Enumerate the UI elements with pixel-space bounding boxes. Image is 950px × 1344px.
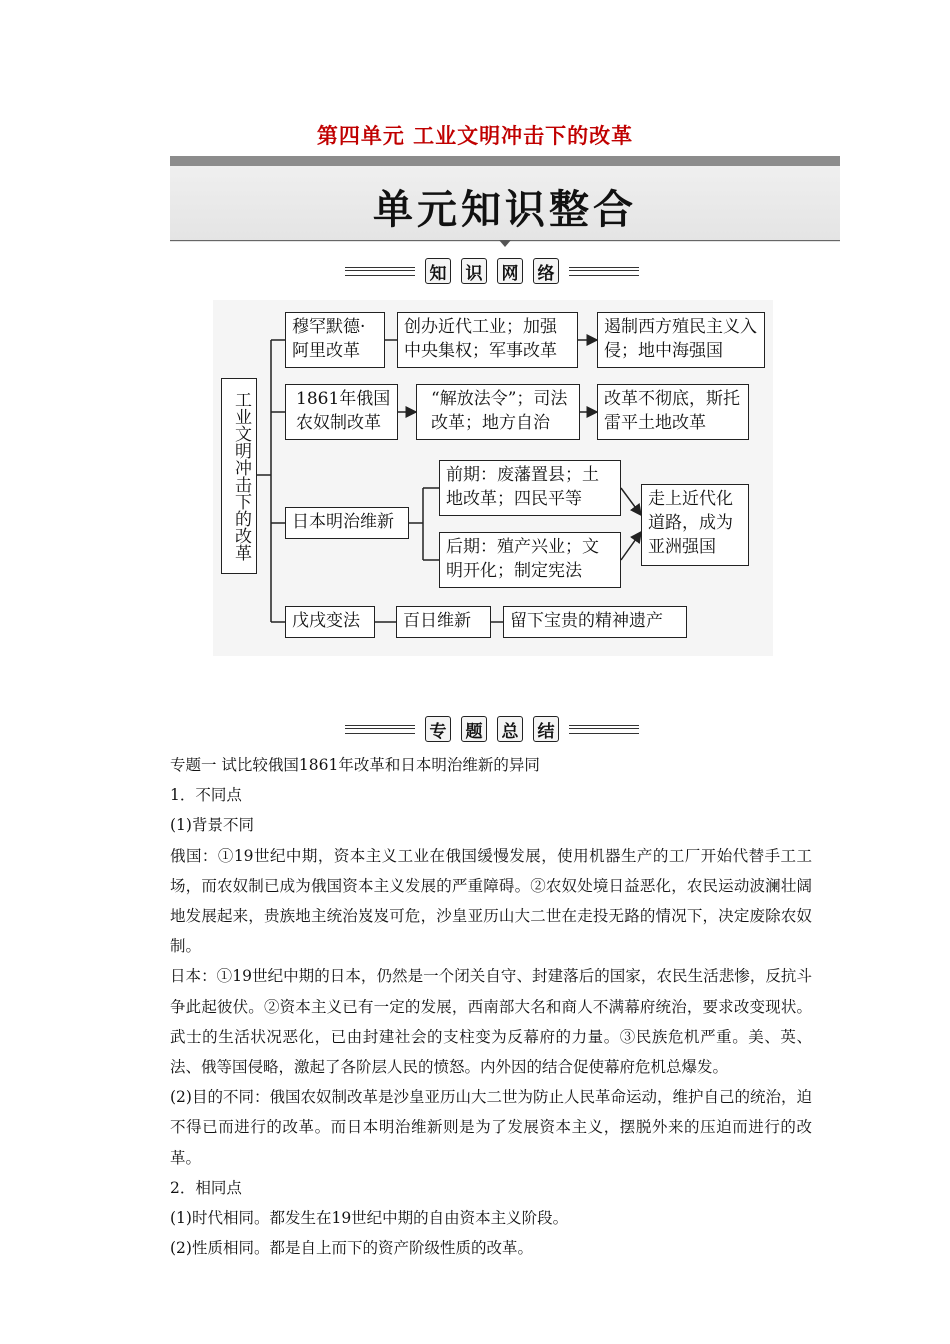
- row1-result: 遏制西方殖民主义入侵；地中海强国: [597, 312, 765, 368]
- section-char: 络: [533, 258, 559, 284]
- section-char: 专: [425, 716, 451, 742]
- paragraph: 2．相同点: [170, 1178, 242, 1197]
- paragraph: [170, 961, 812, 1082]
- paragraph: (2)性质相同。都是自上而下的资产阶级性质的改革。: [170, 1239, 533, 1258]
- row2-name: 1861年俄国农奴制改革: [285, 384, 398, 440]
- paragraph-text: 俄国：①19世纪中期，资本主义工业在俄国缓慢发展，使用机器生产的工厂开始代替手工工场，而农奴制已成为俄国资本主义发展的严重障碍。②农奴处境日益恶化，农民运动波澜壮阔地发展起来，贵族地主统治岌岌可危，沙皇亚历山大二世在走投无路的情况下，决定废除农奴制。: [170, 846, 812, 956]
- decorative-lines: [569, 725, 639, 734]
- unit-title: 第四单元 工业文明冲击下的改革: [316, 124, 634, 148]
- section-char: 题: [461, 716, 487, 742]
- row3-name: 日本明治维新: [285, 507, 409, 539]
- paragraph: [170, 1082, 812, 1173]
- banner-title: 单元知识整合: [373, 187, 637, 233]
- knowledge-diagram: [213, 300, 773, 656]
- paragraph-text: (2)目的不同：俄国农奴制改革是沙皇亚历山大二世为防止人民革命运动，维护自己的统治，迫不得已而进行的改革。而日本明治维新则是为了发展资本主义，摆脱外来的压迫而进行的改革。: [170, 1088, 812, 1167]
- row3-result: 走上近代化道路，成为亚洲强国: [641, 484, 749, 566]
- summary-body: [170, 750, 812, 1263]
- decorative-lines: [569, 267, 639, 276]
- section-char: 识: [461, 258, 487, 284]
- diagram-root: 工业文明冲击下的改革: [221, 378, 257, 574]
- paragraph: (1)时代相同。都发生在19世纪中期的自由资本主义阶段。: [170, 1209, 569, 1228]
- paragraph-text: 日本：①19世纪中期的日本，仍然是一个闭关自守、封建落后的国家，农民生活悲惨，反抗斗争此起彼伏。②资本主义已有一定的发展，西南部大名和商人不满幕府统治，要求改变现状。武士的生活状况恶化，已由封建社会的支柱变为反幕府的力量。③民族危机严重。美、英、法、俄等国侵略，激起了各阶层人民的愤怒。内外因的结合促使幕府危机总爆发。: [170, 967, 812, 1077]
- row3-early: 前期：废藩置县；土地改革；四民平等: [439, 460, 621, 516]
- topic-heading: 专题一 试比较俄国1861年改革和日本明治维新的异同: [170, 756, 540, 774]
- row4-name: 戊戌变法: [285, 606, 375, 638]
- row2-content: “解放法令”；司法改革；地方自治: [416, 384, 580, 440]
- row1-name: 穆罕默德·阿里改革: [285, 312, 385, 368]
- decorative-lines: [345, 267, 415, 276]
- row3-late: 后期：殖产兴业；文明开化；制定宪法: [439, 532, 621, 588]
- row2-result: 改革不彻底，斯托雷平土地改革: [597, 384, 749, 440]
- row4-result: 留下宝贵的精神遗产: [503, 606, 687, 638]
- section-char: 总: [497, 716, 523, 742]
- section-char: 网: [497, 258, 523, 284]
- section-header-summary: [345, 714, 639, 744]
- decorative-lines: [345, 725, 415, 734]
- row4-content: 百日维新: [396, 606, 491, 638]
- row1-content: 创办近代工业；加强中央集权；军事改革: [397, 312, 578, 368]
- section-header-knowledge: [345, 256, 639, 286]
- section-char: 结: [533, 716, 559, 742]
- section-char: 知: [425, 258, 451, 284]
- paragraph: 1．不同点: [170, 786, 242, 805]
- paragraph: (1)背景不同: [170, 816, 254, 835]
- paragraph: [170, 841, 812, 962]
- banner-notch-icon: [499, 240, 511, 247]
